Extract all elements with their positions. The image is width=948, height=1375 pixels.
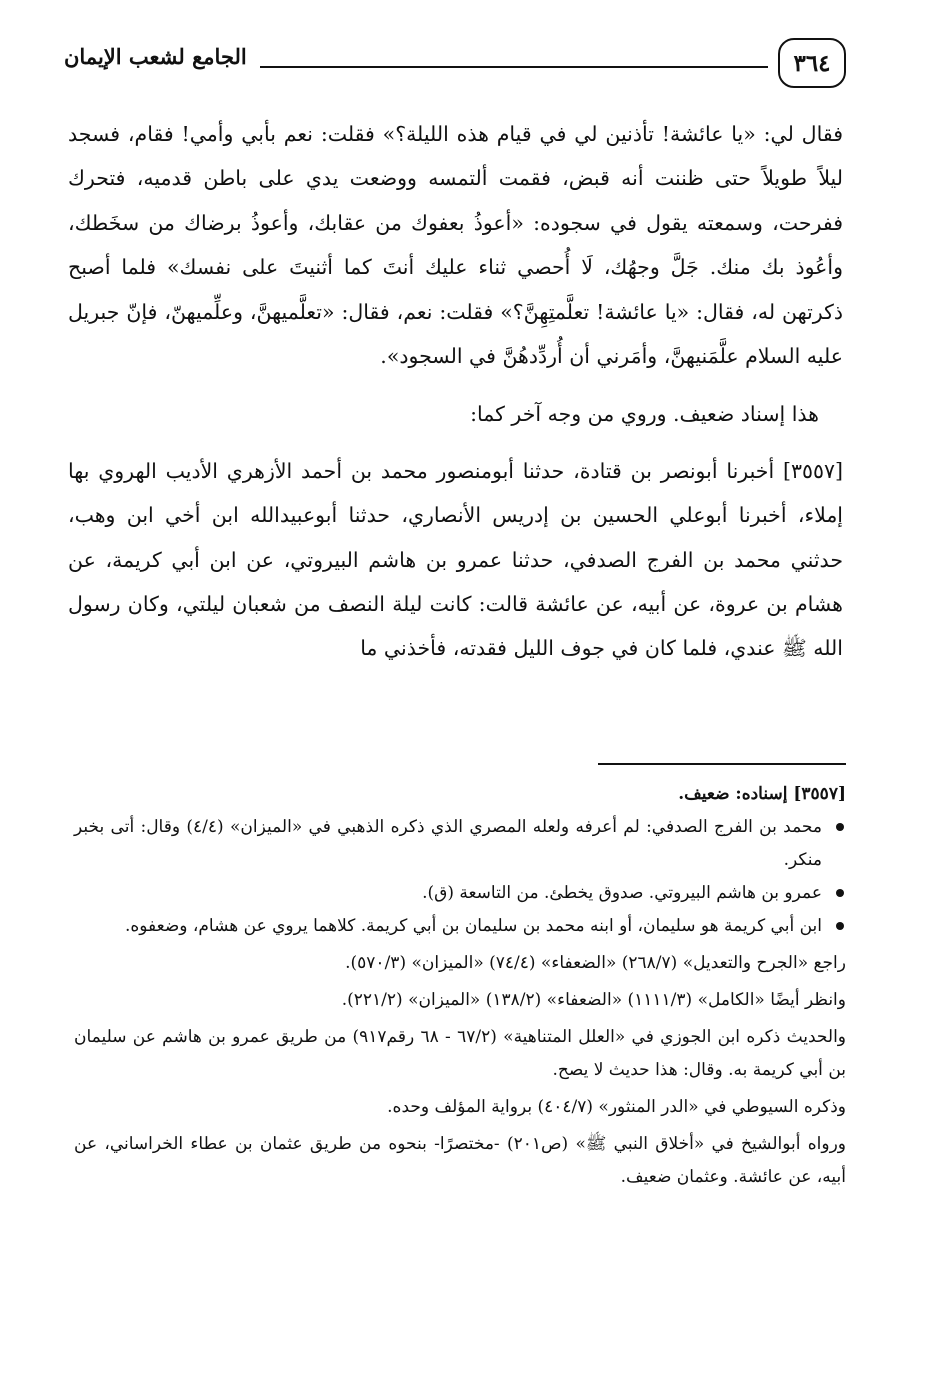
page-header (64, 38, 846, 96)
footnote-reference: والحديث ذكره ابن الجوزي في «العلل المتناهية» (٦٧/٢ - ٦٨ رقم٩١٧) من طريق عمرو بن هاشم عن سليمان بن أبي كريمة به. وقال: هذا حديث لا يصح. (74, 1027, 847, 1080)
book-title: الجامع لشعب الإيمان (64, 44, 247, 69)
bullet-icon (836, 823, 844, 831)
footnote-bullet-text: محمد بن الفرج الصدفي: لم أعرفه ولعله المصري الذي ذكره الذهبي في «الميزان» (٤/٤) وقال: أتى بخبر منكر. (74, 817, 822, 870)
main-text (68, 112, 843, 671)
footnote-reference: وانظر أيضًا «الكامل» (١١١١/٣) «الضعفاء» (١٣٨/٢) «الميزان» (٢٢١/٢). (341, 990, 846, 1010)
hadith-paragraph: [٣٥٥٧] أخبرنا أبونصر بن قتادة، حدثنا أبومنصور محمد بن أحمد الأزهري الأديب الهروي بها إملاء، أخبرنا أبوعلي الحسين بن إدريس الأنصاري، حدثنا أبوعبيدالله ابن أخي ابن وهب، حدثني محمد بن الفرج الصدفي، حدثنا عمرو بن هاشم البيروتي، عن ابن أبي كريمة، عن هشام بن عروة، عن أبيه، عن عائشة قالت: كانت ليلة النصف من شعبان ليلتي، وكان رسول الله ﷺ عندي، فلما كان في جوف الليل فقدته، فأخذني ما (68, 458, 843, 661)
footnote-reference: وذكره السيوطي في «الدر المنثور» (٤٠٤/٧) برواية المؤلف وحده. (387, 1097, 846, 1117)
footnote-heading: [٣٥٥٧] إسناده: ضعيف. (678, 784, 846, 804)
footnote-rule (598, 763, 846, 765)
footnote-bullet (74, 877, 846, 910)
footnote-bullet-text: عمرو بن هاشم البيروتي. صدوق يخطئ. من التاسعة (ق). (422, 883, 822, 903)
footnote-bullet-text: ابن أبي كريمة هو سليمان، أو ابنه محمد بن سليمان بن أبي كريمة. كلاهما يروي عن هشام، وضعفوه. (124, 916, 822, 936)
footnote-bullet (74, 910, 846, 943)
footnotes (74, 778, 846, 1194)
narration-paragraph: فقال لي: «يا عائشة! تأذنين لي في قيام هذه الليلة؟» فقلت: نعم بأبي وأمي! فقام، فسجد ليلاً طويلاً حتى ظننت أنه قبض، فقمت ألتمسه ووضعت يدي على باطن قدميه، فتحرك ففرحت، وسمعته يقول في سجوده: «أعوذُ بعفوك من عقابك، وأعوذُ برضاك من سخَطك، وأعُوذ بك منك. جَلَّ وجهُك، لَا أُحصي ثناء عليك أنتَ كما أثنيتَ على نفسك» فلما أصبح ذكرتهن له، فقال: «يا عائشة! تعلَّمتِهِنَّ؟» فقلت: نعم، فقال: «تعلَّميهنَّ، وعلِّميهنّ، فإنّ جبريل عليه السلام علَّمَنيهنَّ، وأمَرني أن أُردِّدهُنَّ في السجود». (68, 122, 843, 369)
footnote-reference: راجع «الجرح والتعديل» (٢٦٨/٧) «الضعفاء» (٧٤/٤) «الميزان» (٥٧٠/٣). (345, 953, 846, 973)
page-number: ٣٦٤ (778, 38, 846, 88)
bullet-icon (836, 922, 844, 930)
footnote-reference: ورواه أبوالشيخ في «أخلاق النبي ﷺ» (ص٢٠١) -مختصرًا- بنحوه من طريق عثمان بن عطاء الخراساني، عن أبيه، عن عائشة. وعثمان ضعيف. (74, 1134, 846, 1187)
bullet-icon (836, 889, 844, 897)
footnote-bullet (74, 811, 846, 877)
grading-line: هذا إسناد ضعيف. وروي من وجه آخر كما: (470, 402, 819, 427)
header-rule (260, 66, 768, 68)
